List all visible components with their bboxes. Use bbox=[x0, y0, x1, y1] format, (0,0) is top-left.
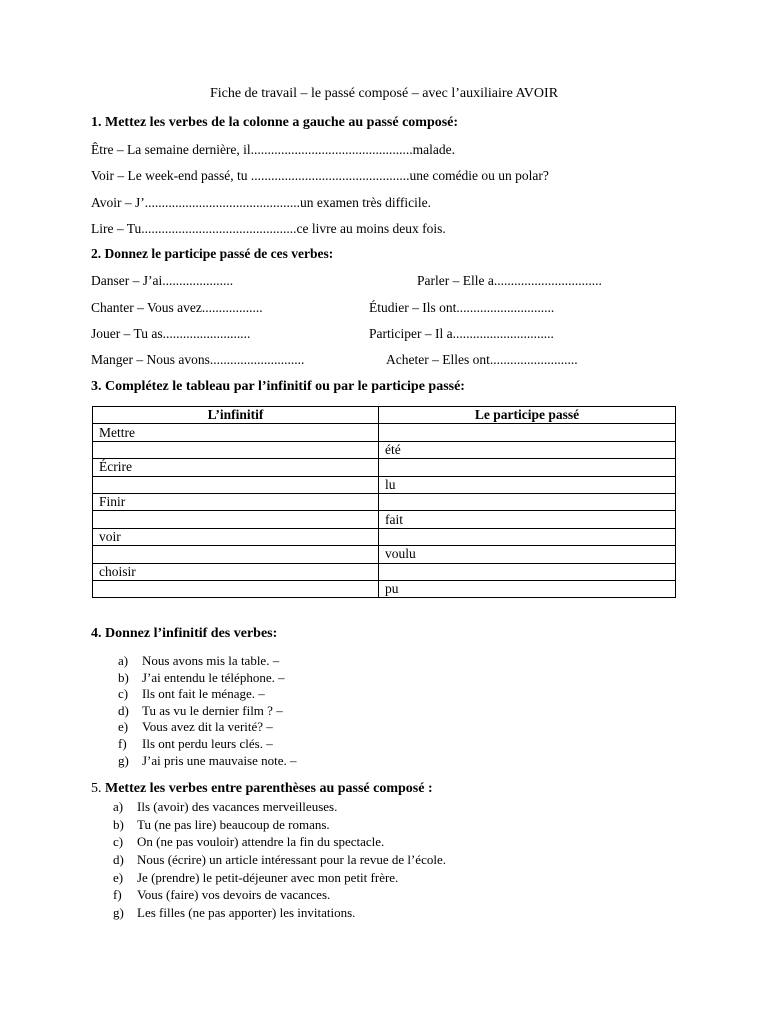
section1-line: Avoir – J’..............................................un examen très difficile. bbox=[91, 195, 431, 210]
table-cell[interactable]: Mettre bbox=[93, 424, 379, 441]
column-header-infinitive: L’infinitif bbox=[93, 407, 379, 424]
section2-right-item: Acheter – Elles ont.......................... bbox=[386, 352, 578, 367]
table-cell[interactable] bbox=[379, 459, 676, 476]
table-cell[interactable] bbox=[379, 528, 676, 545]
section2-right-item: Étudier – Ils ont............................. bbox=[369, 300, 555, 315]
table-row bbox=[93, 424, 676, 441]
list-marker: a) bbox=[113, 799, 124, 814]
list-item-text: On (ne pas vouloir) attendre la fin du spectacle. bbox=[137, 834, 385, 850]
list-marker: b) bbox=[118, 669, 129, 685]
table-cell[interactable]: choisir bbox=[93, 563, 379, 580]
list-marker: d) bbox=[113, 852, 124, 868]
list-marker: f) bbox=[118, 735, 127, 751]
list-item-text: J’ai entendu le téléphone. – bbox=[142, 669, 285, 685]
list-marker: f) bbox=[113, 887, 122, 903]
list-item-text: Tu (ne pas lire) beaucoup de romans. bbox=[137, 816, 330, 832]
table-row bbox=[93, 546, 676, 563]
table-cell[interactable] bbox=[93, 546, 379, 563]
table-cell[interactable]: voir bbox=[93, 528, 379, 545]
list-item-text: Tu as vu le dernier film ? – bbox=[142, 702, 283, 718]
table-cell[interactable] bbox=[379, 424, 676, 441]
table-row bbox=[93, 459, 676, 476]
section2-left-item: Jouer – Tu as.......................... bbox=[91, 326, 251, 341]
section2-right-item: Parler – Elle a................................ bbox=[417, 273, 602, 288]
page-title: Fiche de travail – le passé composé – avec l’auxiliaire AVOIR bbox=[209, 86, 559, 101]
section5-heading-text: Mettez les verbes entre parenthèses au passé composé : bbox=[105, 781, 433, 796]
section5-number: 5. bbox=[91, 781, 102, 796]
list-item-text: Les filles (ne pas apporter) les invitations. bbox=[137, 905, 356, 921]
table-row bbox=[93, 476, 676, 493]
table-cell[interactable]: lu bbox=[379, 476, 676, 493]
list-marker: c) bbox=[113, 834, 124, 850]
list-item-text: Vous avez dit la verité? – bbox=[142, 719, 273, 735]
list-marker: a) bbox=[118, 653, 129, 668]
list-marker: b) bbox=[113, 816, 124, 832]
list-item-text: Ils (avoir) des vacances merveilleuses. bbox=[137, 799, 338, 814]
list-item-text: Vous (faire) vos devoirs de vacances. bbox=[137, 887, 331, 903]
section2-right-item: Participer – Il a.............................. bbox=[369, 326, 554, 341]
list-item-text: Ils ont fait le ménage. – bbox=[142, 686, 265, 702]
table-cell[interactable]: Finir bbox=[93, 493, 379, 510]
table-cell[interactable] bbox=[379, 493, 676, 510]
list-item-text: Nous avons mis la table. – bbox=[142, 653, 280, 668]
table-row bbox=[93, 528, 676, 545]
section1-heading: 1. Mettez les verbes de la colonne a gauche au passé composé: bbox=[91, 115, 459, 130]
table-row bbox=[93, 511, 676, 528]
table-header-row bbox=[93, 407, 676, 424]
list-item-text: Ils ont perdu leurs clés. – bbox=[142, 735, 273, 751]
table-row bbox=[93, 493, 676, 510]
column-header-participle: Le participe passé bbox=[379, 407, 676, 424]
table-cell[interactable] bbox=[93, 476, 379, 493]
section1-line: Lire – Tu..............................................ce livre au moins deux fois. bbox=[91, 221, 446, 236]
section2-left-item: Manger – Nous avons............................ bbox=[91, 352, 305, 367]
table-cell[interactable]: Écrire bbox=[93, 459, 379, 476]
list-marker: e) bbox=[118, 719, 129, 735]
list-item-text: Nous (écrire) un article intéressant pour la revue de l’école. bbox=[137, 852, 446, 868]
table-cell[interactable] bbox=[93, 580, 379, 597]
verb-table bbox=[92, 406, 676, 598]
list-item-text: Je (prendre) le petit-déjeuner avec mon petit frère. bbox=[137, 869, 399, 885]
table-row bbox=[93, 441, 676, 458]
section1-line: Voir – Le week-end passé, tu ...............................................une comédie ou un polar? bbox=[91, 168, 549, 183]
list-item-text: J’ai pris une mauvaise note. – bbox=[142, 752, 297, 768]
table-cell[interactable] bbox=[93, 441, 379, 458]
table-cell[interactable]: été bbox=[379, 441, 676, 458]
table-cell[interactable] bbox=[93, 511, 379, 528]
table-row bbox=[93, 563, 676, 580]
table-cell[interactable] bbox=[379, 563, 676, 580]
list-marker: g) bbox=[118, 752, 129, 768]
section4-heading: 4. Donnez l’infinitif des verbes: bbox=[91, 626, 278, 641]
table-cell[interactable]: fait bbox=[379, 511, 676, 528]
list-marker: d) bbox=[118, 702, 129, 718]
section2-left-item: Danser – J’ai..................... bbox=[91, 273, 234, 288]
section2-heading: 2. Donnez le participe passé de ces verbes: bbox=[91, 246, 334, 261]
table-cell[interactable]: voulu bbox=[379, 546, 676, 563]
section5-heading bbox=[91, 781, 433, 797]
list-marker: c) bbox=[118, 686, 129, 702]
section2-left-item: Chanter – Vous avez.................. bbox=[91, 300, 263, 315]
section1-line: Être – La semaine dernière, il................................................malade. bbox=[91, 142, 456, 157]
list-marker: e) bbox=[113, 869, 124, 885]
list-marker: g) bbox=[113, 905, 124, 921]
table-row bbox=[93, 580, 676, 597]
table-cell[interactable]: pu bbox=[379, 580, 676, 597]
section3-heading: 3. Complétez le tableau par l’infinitif ou par le participe passé: bbox=[91, 379, 465, 394]
